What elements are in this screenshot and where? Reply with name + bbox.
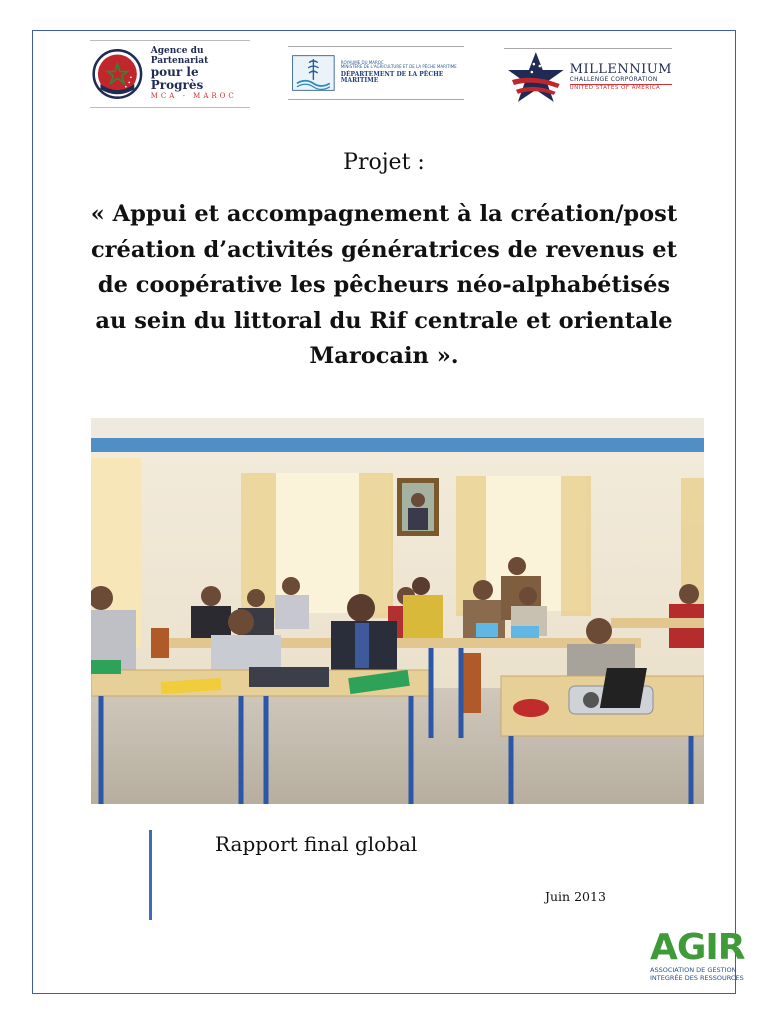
apdp-logo [90, 40, 250, 108]
mcc-star-icon [504, 50, 568, 104]
agir-line2: INTEGRÉE DES RESSOURCES [650, 974, 744, 983]
agir-logo [650, 927, 746, 983]
title-line: création d’activités génératrices de revenus et [90, 236, 678, 263]
dpm-logo [288, 46, 464, 100]
agir-line1: ASSOCIATION DE GESTION [650, 966, 737, 974]
agir-word: AGIR [650, 927, 745, 968]
report-date: Juin 2013 [545, 889, 606, 904]
apdp-seal-icon [92, 45, 143, 103]
project-title [90, 197, 678, 375]
classroom-photo [91, 418, 704, 804]
title-line: de coopérative les pêcheurs néo-alphabétisés [97, 272, 671, 298]
projet-label: Projet : [343, 150, 425, 175]
mcc-sub: CHALLENGE CORPORATION [569, 76, 658, 84]
mcc-logo [504, 48, 672, 105]
title-line: au sein du littoral du Rif centrale et orientale [95, 307, 673, 334]
classroom-illustration [91, 418, 704, 804]
title-line: Marocain ». [309, 343, 459, 369]
mcc-name: MILLENNIUM [569, 62, 672, 78]
dpm-small-line1: ROYAUME DU MAROC [340, 60, 384, 66]
accent-bar [149, 830, 152, 920]
apdp-line1: Agence du Partenariat [150, 46, 209, 66]
dpm-department: DÉPARTEMENT DE LA PÊCHE MARITIME [340, 70, 444, 85]
title-line: « Appui et accompagnement à la création/post [90, 201, 678, 227]
fisheries-emblem-icon [290, 51, 337, 95]
report-title: Rapport final global [215, 832, 418, 856]
apdp-line3: MCA - MAROC [150, 92, 237, 101]
dpm-small-line2: MINISTÈRE DE L'AGRICULTURE ET DE LA PÊCHE MARITIME [340, 64, 457, 70]
apdp-line2: pour le Progrès [150, 65, 204, 92]
mcc-country: UNITED STATES OF AMERICA [570, 84, 672, 91]
